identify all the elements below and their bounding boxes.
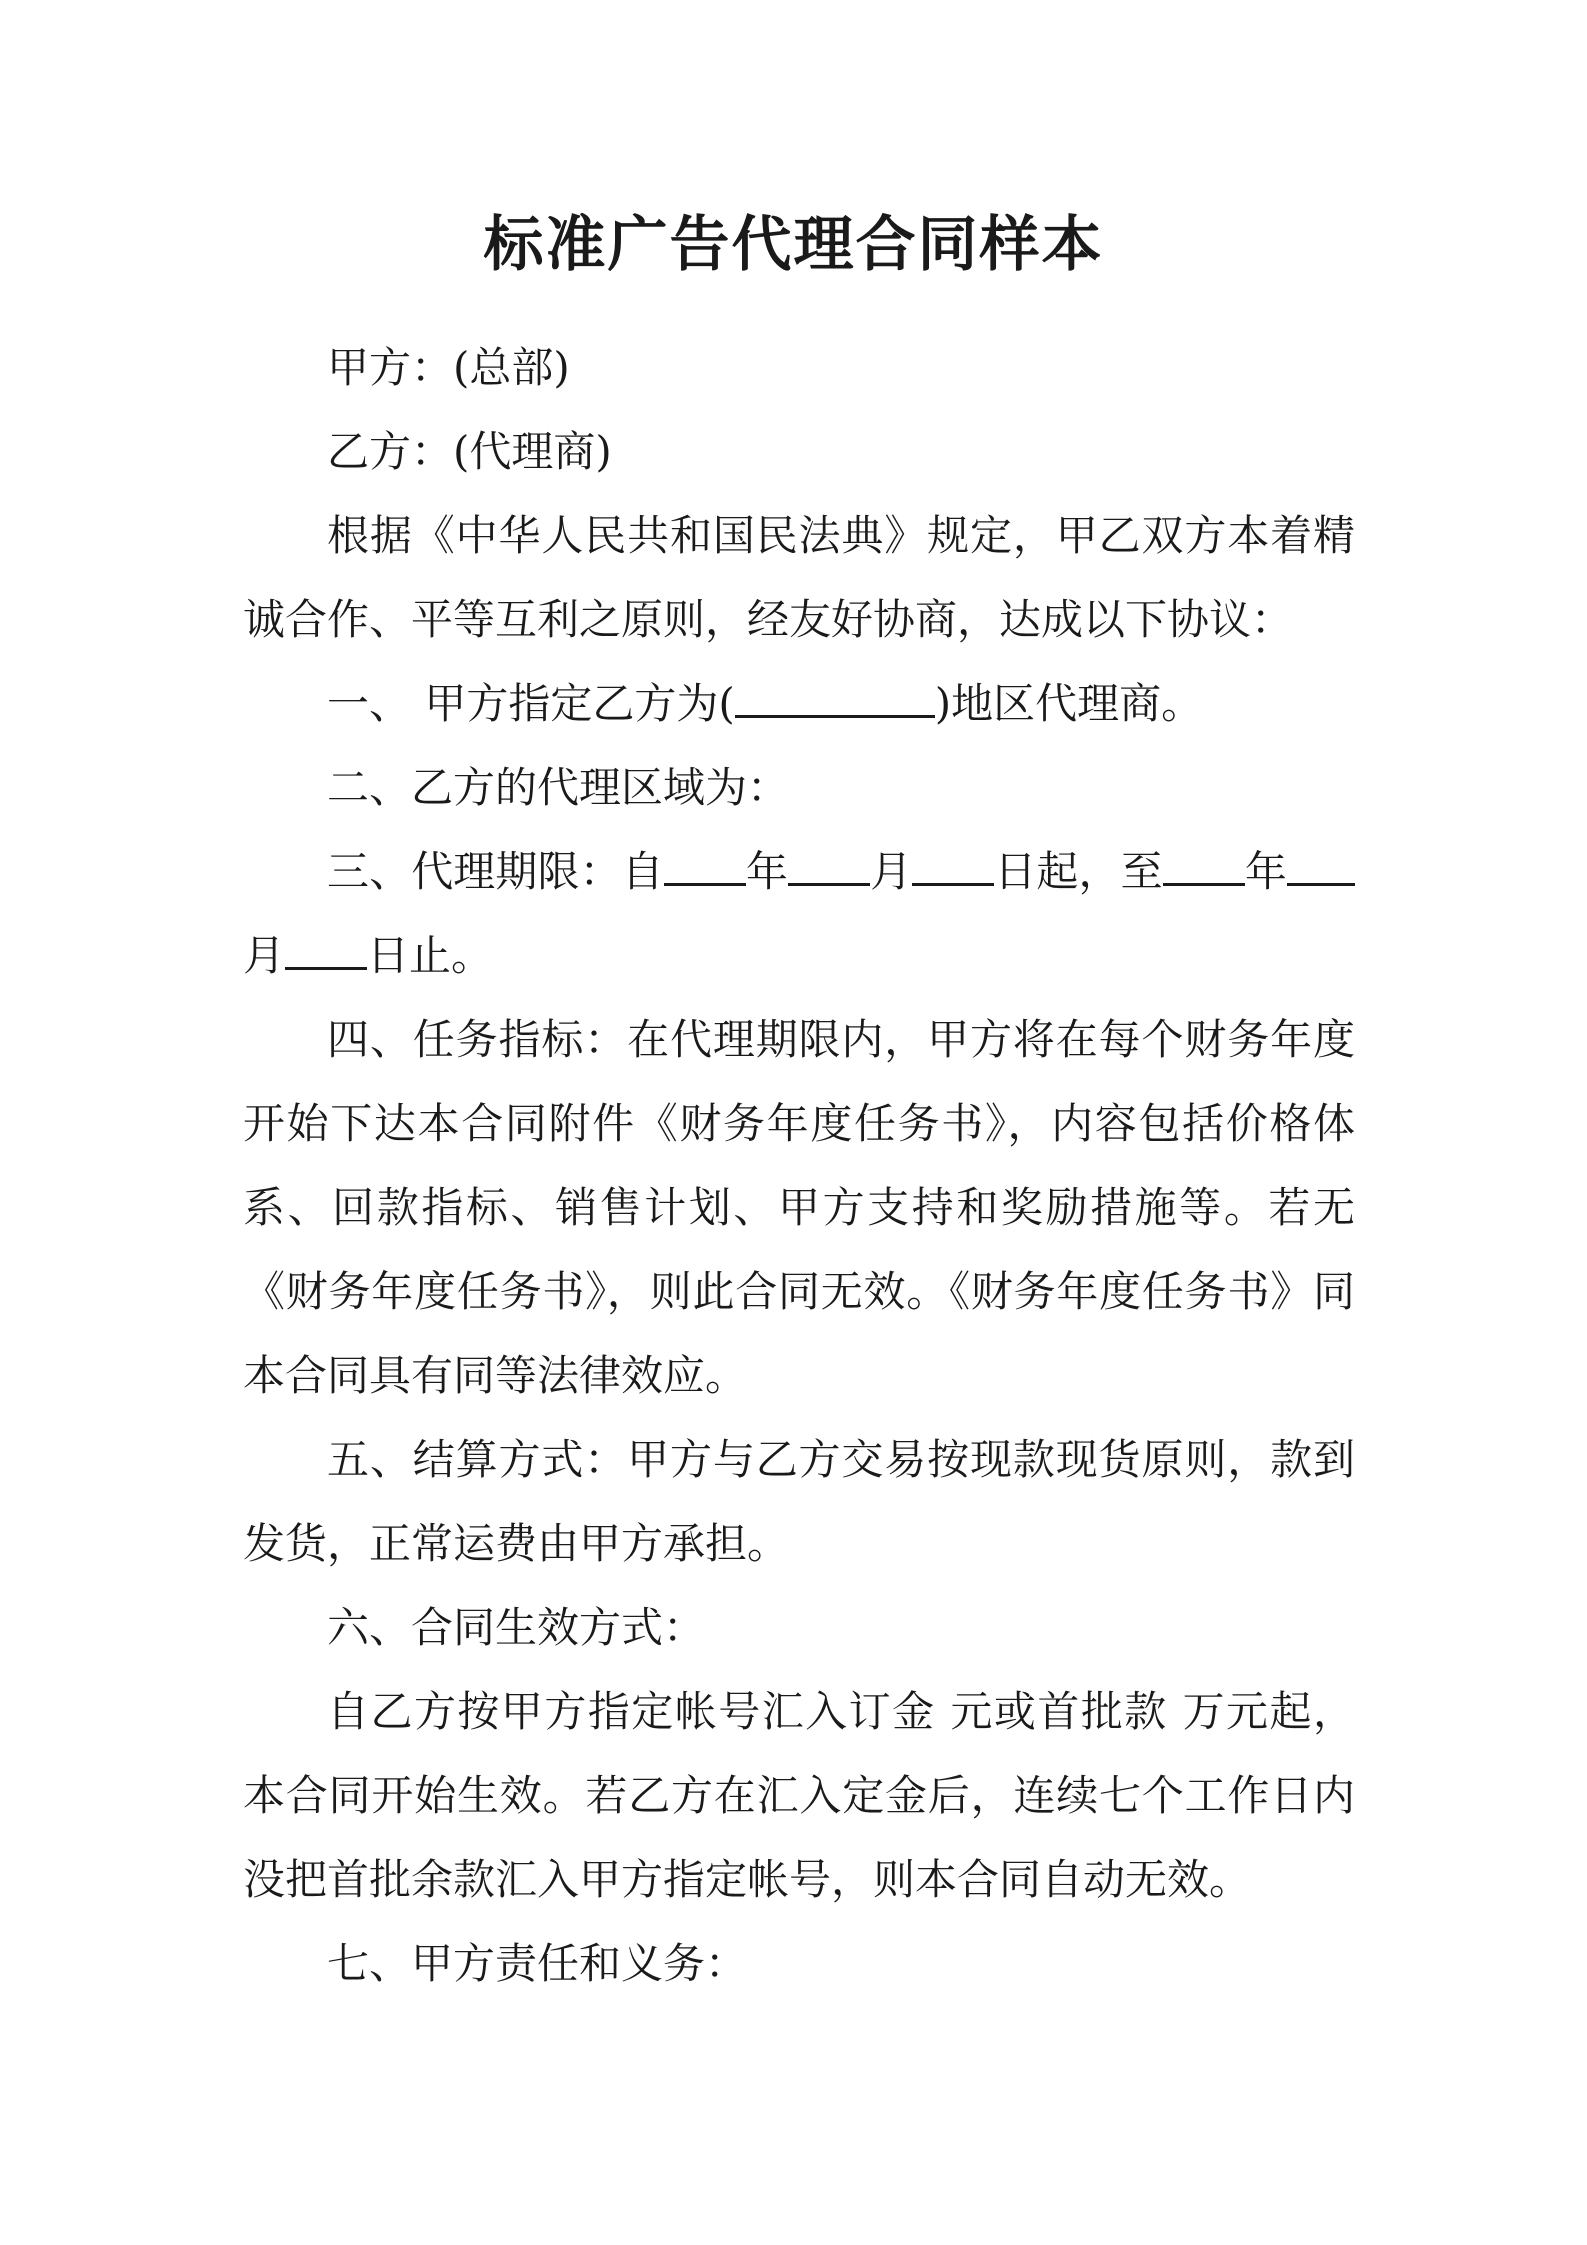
clause-5: 五、结算方式：甲方与乙方交易按现款现货原则，款到发货，正常运费由甲方承担。 bbox=[243, 1435, 1355, 1568]
clause-7: 七、甲方责任和义务： bbox=[327, 1939, 748, 1988]
document-title: 标准广告代理合同样本 bbox=[483, 210, 1104, 280]
start-month-blank bbox=[788, 843, 870, 886]
clause-4: 四、任务指标：在代理期限内，甲方将在每个财务年度开始下达本合同附件《财务年度任务书》，内容包括价格体系、回款指标、销售计划、甲方支持和奖励措施等。若无《财务年度任务书》，则此合同无效。《财务年度任务书》同本合同具有同等法律效应。 bbox=[243, 1015, 1355, 1400]
clause-3-month-label: 月 bbox=[870, 847, 913, 896]
clause-3-end-month-label: 月 bbox=[243, 931, 286, 980]
clause-3 bbox=[243, 830, 1355, 998]
clause-1 bbox=[243, 662, 1355, 746]
clause-1-suffix: )地区代理商。 bbox=[934, 679, 1204, 728]
clause-2: 二、乙方的代理区域为： bbox=[327, 763, 790, 812]
clause-3-end: 日止。 bbox=[367, 931, 494, 980]
start-day-blank bbox=[912, 843, 994, 886]
start-year-blank bbox=[664, 843, 746, 886]
clause-6: 六、合同生效方式： bbox=[327, 1603, 706, 1652]
clause-6-detail: 自乙方按甲方指定帐号汇入订金 元或首批款 万元起，本合同开始生效。若乙方在汇入定金后，连续七个工作日内没把首批余款汇入甲方指定帐号，则本合同自动无效。 bbox=[243, 1687, 1355, 1904]
clause-3-until: 日起，至 bbox=[994, 847, 1163, 896]
region-blank bbox=[735, 675, 935, 718]
end-year-blank bbox=[1163, 843, 1245, 886]
clause-3-start: 三、代理期限：自 bbox=[327, 847, 664, 896]
document-body bbox=[243, 326, 1355, 2006]
party-b-line: 乙方：(代理商) bbox=[327, 427, 612, 476]
clause-3-end-year-label: 年 bbox=[1244, 847, 1287, 896]
party-a-line: 甲方：(总部) bbox=[327, 343, 570, 392]
end-day-blank bbox=[285, 927, 367, 970]
preamble-paragraph: 根据《中华人民共和国民法典》规定，甲乙双方本着精诚合作、平等互利之原则，经友好协商，达成以下协议： bbox=[243, 511, 1355, 644]
end-month-blank bbox=[1287, 843, 1355, 886]
clause-3-year-label: 年 bbox=[745, 847, 789, 896]
clause-1-prefix: 一、 甲方指定乙方为( bbox=[327, 679, 735, 728]
